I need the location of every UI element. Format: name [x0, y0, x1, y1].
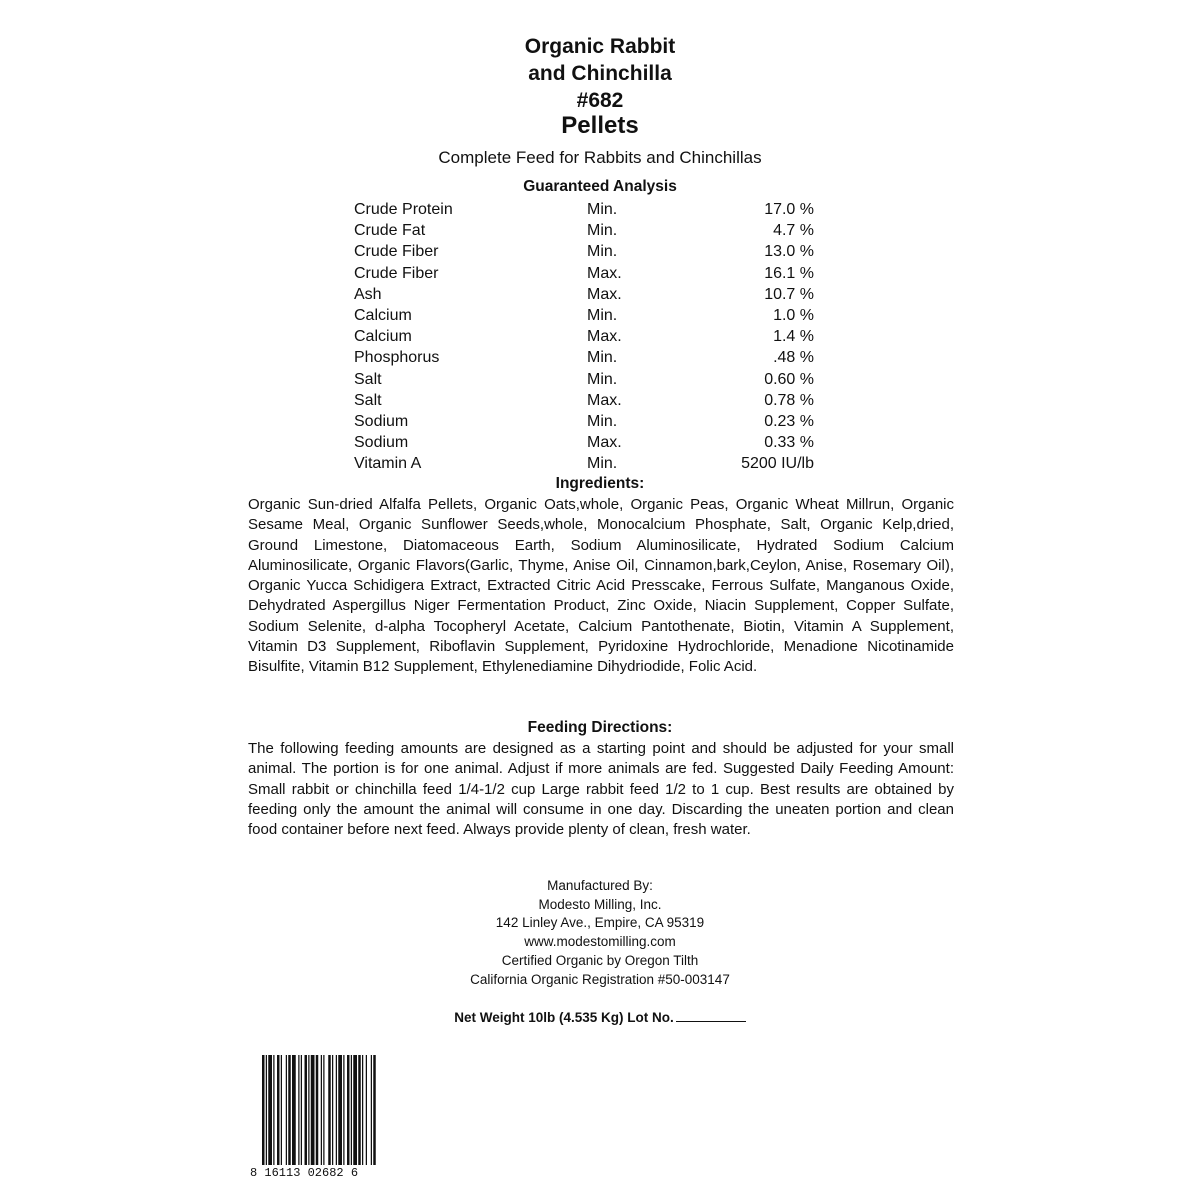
analysis-min-max: Max.: [587, 391, 622, 409]
barcode-bar: [321, 1055, 322, 1165]
barcode-bar: [277, 1055, 280, 1165]
barcode-bar: [262, 1055, 265, 1165]
barcode-bar: [336, 1055, 337, 1165]
analysis-nutrient: Ash: [354, 285, 382, 303]
net-weight-text: Net Weight 10lb (4.535 Kg) Lot No.: [454, 1010, 674, 1025]
analysis-value: 13.0 %: [764, 243, 814, 261]
barcode-digits: 8 16113 02682 6: [250, 1166, 359, 1180]
analysis-value: 4.7 %: [773, 222, 814, 240]
ingredients-text: Organic Sun-dried Alfalfa Pellets, Organic Oats,whole, Organic Peas, Organic Wheat Millrun, Organic Sesame Meal, Organic Sunflower Seeds,whole, Monocalcium Phosphate, Salt, Organic Kelp,dried, Ground Limestone, Diatomaceous Earth, Sodium Aluminosilicate, Hydrated Sodium Calcium Aluminosilicate, Organic Flavors(Garlic, Thyme, Anise Oil, Cinnamon,bark,Ceylon, Anise, Rosemary Oil), Organic Yucca Schidigera Extract, Extracted Citric Acid Presscake, Ferrous Sulfate, Manganous Oxide, Dehydrated Aspergillus Niger Fermentation Product, Zinc Oxide, Niacin Supplement, Copper Sulfate, Sodium Selenite, d-alpha Tocopheryl Acetate, Calcium Pantothenate, Biotin, Vitamin A Supplement, Vitamin D3 Supplement, Riboflavin Supplement, Pyridoxine Hydrochloride, Menadione Nicotinamide Bisulfite, Vitamin B12 Supplement, Ethylenediamine Dihydriodide, Folic Acid.: [248, 496, 954, 676]
analysis-value: 10.7 %: [764, 285, 814, 303]
guaranteed-analysis-table: [354, 199, 814, 474]
manufacturer-line: 142 Linley Ave., Empire, CA 95319: [495, 915, 705, 931]
barcode-bar: [373, 1055, 376, 1165]
analysis-min-max: Max.: [587, 264, 622, 282]
analysis-min-max: Max.: [587, 328, 622, 346]
barcode-bar: [316, 1055, 319, 1165]
barcode-bar: [292, 1055, 296, 1165]
barcode-bar: [288, 1055, 291, 1165]
title-line-2: and Chinchilla: [528, 62, 672, 85]
analysis-row: [354, 390, 814, 411]
analysis-row: [354, 305, 814, 326]
barcode-bar: [266, 1055, 267, 1165]
analysis-min-max: Min.: [587, 349, 618, 367]
analysis-value: .48 %: [773, 349, 814, 367]
barcode-bars: [248, 1055, 418, 1167]
analysis-nutrient: Crude Fiber: [354, 264, 439, 282]
analysis-min-max: Max.: [587, 285, 622, 303]
analysis-value: 0.23 %: [764, 412, 814, 430]
barcode-bar: [273, 1055, 274, 1165]
manufacturer-line: Modesto Milling, Inc.: [538, 896, 662, 912]
barcode-bar: [323, 1055, 324, 1165]
net-weight-line: [0, 1010, 1200, 1025]
title-line-1: Organic Rabbit: [524, 35, 676, 58]
analysis-min-max: Min.: [587, 412, 618, 430]
analysis-row: [354, 369, 814, 390]
manufacturer-line: Certified Organic by Oregon Tilth: [501, 952, 699, 968]
barcode-bar: [358, 1055, 361, 1165]
barcode-bar: [286, 1055, 287, 1165]
barcode-bar: [366, 1055, 367, 1165]
barcode-bar: [281, 1055, 282, 1165]
title-product-name: Pellets: [561, 112, 639, 139]
analysis-value: 16.1 %: [764, 264, 814, 282]
analysis-min-max: Min.: [587, 201, 618, 218]
analysis-nutrient: Salt: [354, 391, 382, 409]
analysis-value: 17.0 %: [764, 201, 814, 218]
analysis-row: [354, 199, 814, 220]
analysis-min-max: Min.: [587, 306, 618, 324]
analysis-nutrient: Salt: [354, 370, 382, 388]
barcode-bar: [347, 1055, 350, 1165]
analysis-nutrient: Vitamin A: [354, 455, 422, 473]
analysis-value: 5200 IU/lb: [741, 455, 814, 473]
analysis-row: [354, 220, 814, 241]
analysis-value: 0.78 %: [764, 391, 814, 409]
feeding-directions-heading: Feeding Directions:: [527, 719, 673, 736]
analysis-value: 0.60 %: [764, 370, 814, 388]
analysis-min-max: Min.: [587, 455, 618, 473]
analysis-row: [354, 263, 814, 284]
barcode-bar: [311, 1055, 315, 1165]
analysis-nutrient: Calcium: [354, 306, 412, 324]
lot-number-blank: [676, 1021, 746, 1022]
analysis-nutrient: Sodium: [354, 434, 409, 452]
barcode-bar: [362, 1055, 363, 1165]
analysis-nutrient: Crude Protein: [354, 201, 453, 218]
analysis-min-max: Min.: [587, 222, 618, 240]
barcode-bar: [328, 1055, 331, 1165]
barcode-bar: [343, 1055, 344, 1165]
barcode-bar: [338, 1055, 342, 1165]
feeding-directions-text: The following feeding amounts are designed as a starting point and should be adjusted for your small animal. The portion is for one animal. Adjust if more animals are fed. Suggested Daily Feeding Amount: Small rabbit or chinchilla feed 1/4-1/2 cup Large rabbit feed 1/2 to 1 cup. Best results are obtained by feeding only the amount the animal will consume in one day. Discarding the uneaten portion and clean food container before next feed. Always provide plenty of clean, fresh water.: [248, 740, 954, 839]
analysis-row: [354, 284, 814, 305]
barcode-bar: [351, 1055, 352, 1165]
analysis-row: [354, 241, 814, 262]
analysis-nutrient: Crude Fat: [354, 222, 426, 240]
analysis-min-max: Min.: [587, 243, 618, 261]
subtitle: Complete Feed for Rabbits and Chinchillas: [438, 148, 762, 167]
manufacturer-line: Manufactured By:: [547, 878, 653, 893]
analysis-min-max: Max.: [587, 434, 622, 452]
barcode-bar: [268, 1055, 272, 1165]
analysis-row: [354, 411, 814, 432]
analysis-row: [354, 347, 814, 368]
analysis-row: [354, 326, 814, 347]
manufacturer-block: [0, 877, 1200, 989]
title-line-3: #682: [576, 89, 624, 112]
analysis-nutrient: Phosphorus: [354, 349, 440, 367]
barcode-bar: [305, 1055, 308, 1165]
analysis-min-max: Min.: [587, 370, 618, 388]
barcode-bar: [298, 1055, 299, 1165]
product-title: [0, 33, 1200, 114]
analysis-value: 0.33 %: [764, 434, 814, 452]
analysis-row: [354, 432, 814, 453]
analysis-nutrient: Crude Fiber: [354, 243, 439, 261]
guaranteed-analysis-heading: Guaranteed Analysis: [523, 178, 677, 195]
analysis-value: 1.4 %: [773, 328, 814, 346]
barcode-bar: [301, 1055, 302, 1165]
analysis-value: 1.0 %: [773, 306, 814, 324]
barcode-bar: [308, 1055, 309, 1165]
barcode-bar: [332, 1055, 333, 1165]
barcode-bar: [371, 1055, 372, 1165]
ingredients-heading: Ingredients:: [555, 475, 645, 492]
analysis-nutrient: Sodium: [354, 412, 409, 430]
analysis-nutrient: Calcium: [354, 328, 412, 346]
manufacturer-line: California Organic Registration #50-003147: [470, 971, 730, 987]
manufacturer-line: www.modestomilling.com: [524, 934, 676, 950]
barcode-bar: [353, 1055, 357, 1165]
analysis-row: [354, 453, 814, 474]
